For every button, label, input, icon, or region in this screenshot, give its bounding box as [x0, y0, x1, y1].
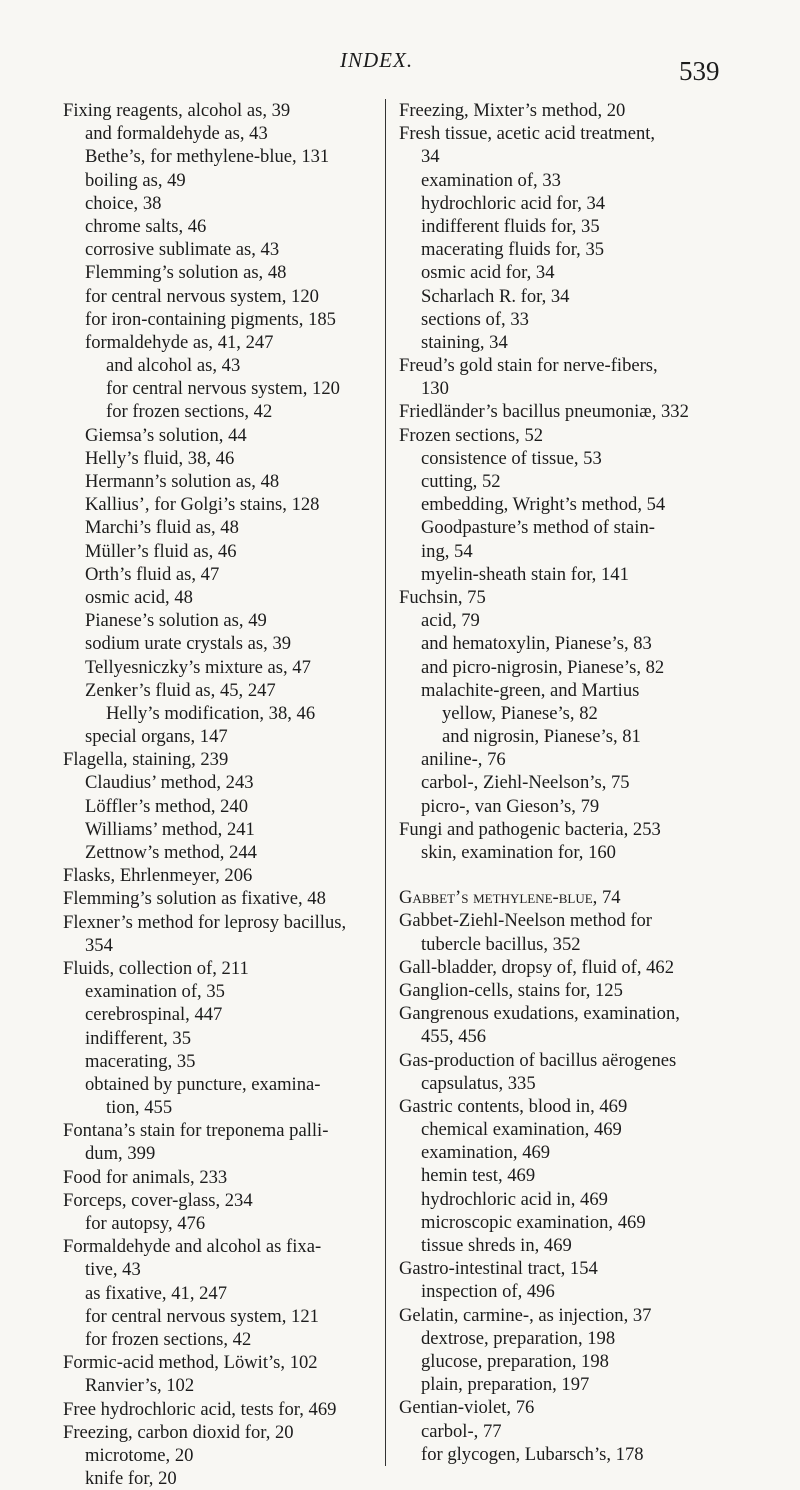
index-subentry: tissue shreds in, 469: [421, 1235, 572, 1256]
index-entry: Flasks, Ehrlenmeyer, 206: [63, 865, 253, 887]
page-header: [0, 44, 800, 84]
index-subentry: hydrochloric acid in, 469: [421, 1188, 608, 1210]
index-subentry: embedding, Wright’s method, 54: [421, 494, 666, 516]
index-subentry: as fixative, 41, 247: [85, 1282, 228, 1304]
index-subentry: Ranvier’s, 102: [85, 1375, 195, 1397]
index-subentry: obtained by puncture, examina-: [85, 1073, 321, 1095]
index-subentry: Bethe’s, for methylene-blue, 131: [85, 146, 330, 168]
index-subentry: osmic acid for, 34: [421, 262, 555, 284]
index-subentry: Löffler’s method, 240: [85, 795, 249, 817]
index-entry: Freud’s gold stain for nerve-fibers,: [399, 355, 658, 377]
index-entry: Gabbet-Ziehl-Neelson method for: [399, 910, 652, 932]
index-subentry: Marchi’s fluid as, 48: [85, 517, 239, 539]
index-subentry: choice, 38: [85, 192, 162, 214]
index-subentry: examination of, 35: [85, 981, 225, 1003]
index-subentry: Zenker’s fluid as, 45, 247: [85, 679, 276, 701]
index-subentry: indifferent, 35: [85, 1027, 192, 1049]
index-subentry: Orth’s fluid as, 47: [85, 563, 220, 585]
index-subentry: formaldehyde as, 41, 247: [85, 331, 274, 353]
index-subentry: knife for, 20: [85, 1468, 177, 1490]
index-entry: Gastric contents, blood in, 469: [399, 1095, 628, 1117]
index-subentry: Helly’s modification, 38, 46: [106, 702, 316, 724]
index-entry: Fungi and pathogenic bacteria, 253: [399, 818, 661, 840]
index-subentry: special organs, 147: [85, 726, 228, 748]
index-subentry: Flemming’s solution as, 48: [85, 262, 287, 284]
index-subentry: yellow, Pianese’s, 82: [442, 702, 598, 724]
index-subentry: and alcohol as, 43: [106, 355, 241, 377]
index-subentry: carbol-, 77: [421, 1420, 502, 1442]
index-subentry: 354: [85, 934, 113, 956]
index-entry: Forceps, cover-glass, 234: [63, 1189, 253, 1211]
index-subentry: 34: [421, 146, 440, 168]
index-subentry: hydrochloric acid for, 34: [421, 192, 606, 214]
index-subentry: examination of, 33: [421, 169, 561, 191]
index-entry: Gall-bladder, dropsy of, fluid of, 462: [399, 956, 675, 978]
index-subentry: Hermann’s solution as, 48: [85, 471, 280, 492]
index-entry: Flemming’s solution as fixative, 48: [63, 888, 326, 910]
index-subentry: corrosive sublimate as, 43: [85, 239, 280, 261]
index-subentry: cutting, 52: [421, 471, 501, 492]
index-entry: Fresh tissue, acetic acid treatment,: [399, 123, 656, 145]
index-subentry: cerebrospinal, 447: [85, 1004, 223, 1026]
section-gap: [399, 864, 769, 886]
index-subentry: boiling as, 49: [85, 169, 186, 191]
page-number: 539: [679, 56, 720, 86]
index-entry: Free hydrochloric acid, tests for, 469: [63, 1398, 337, 1420]
index-entry: Freezing, carbon dioxid for, 20: [63, 1421, 294, 1443]
index-entry: Formic-acid method, Löwit’s, 102: [63, 1352, 318, 1374]
index-subentry: 130: [421, 378, 449, 400]
index-subentry: and hematoxylin, Pianese’s, 83: [421, 633, 652, 655]
index-subentry: Tellyesniczky’s mixture as, 47: [85, 656, 311, 678]
index-column-left: [63, 99, 396, 1490]
index-subentry: indifferent fluids for, 35: [421, 215, 600, 237]
index-subentry: and formaldehyde as, 43: [85, 123, 268, 145]
index-subentry: myelin-sheath stain for, 141: [421, 563, 629, 585]
index-subentry: for central nervous system, 120: [85, 285, 319, 307]
index-subentry: microscopic examination, 469: [421, 1211, 646, 1233]
index-subentry: macerating fluids for, 35: [421, 239, 605, 261]
index-subentry: aniline-, 76: [421, 749, 506, 771]
index-subentry: picro-, van Gieson’s, 79: [421, 795, 600, 817]
index-subentry: for central nervous system, 121: [85, 1305, 319, 1327]
index-subentry: dextrose, preparation, 198: [421, 1327, 616, 1349]
index-entry: Fixing reagents, alcohol as, 39: [63, 100, 291, 121]
index-entry: Friedländer’s bacillus pneumoniæ, 332: [399, 401, 689, 423]
index-subentry: Scharlach R. for, 34: [421, 285, 570, 307]
index-subentry: and nigrosin, Pianese’s, 81: [442, 726, 641, 748]
index-subentry: Williams’ method, 241: [85, 818, 255, 840]
index-entry: Gelatin, carmine-, as injection, 37: [399, 1304, 652, 1326]
index-subentry: tion, 455: [106, 1097, 173, 1119]
index-subentry: sodium urate crystals as, 39: [85, 633, 292, 655]
index-subentry: for central nervous system, 120: [106, 378, 340, 400]
index-subentry: plain, preparation, 197: [421, 1374, 590, 1396]
index-entry: Gastro-intestinal tract, 154: [399, 1258, 598, 1280]
index-subentry: inspection of, 496: [421, 1281, 555, 1303]
running-head-title: INDEX.: [340, 48, 414, 72]
index-subentry: tubercle bacillus, 352: [421, 933, 581, 955]
index-entry: Frozen sections, 52: [399, 424, 544, 446]
index-subentry: macerating, 35: [85, 1050, 196, 1072]
index-subentry: skin, examination for, 160: [421, 842, 616, 863]
index-subentry: Pianese’s solution as, 49: [85, 610, 267, 632]
index-subentry: for frozen sections, 42: [85, 1328, 252, 1350]
index-subentry: ing, 54: [421, 540, 473, 562]
index-subentry: examination, 469: [421, 1142, 551, 1164]
index-subentry: sections of, 33: [421, 308, 529, 330]
index-entry: Gentian-violet, 76: [399, 1397, 535, 1419]
index-subentry: Zettnow’s method, 244: [85, 842, 257, 863]
index-subentry: Müller’s fluid as, 46: [85, 540, 237, 562]
index-entry: Freezing, Mixter’s method, 20: [399, 100, 626, 121]
index-subentry: consistence of tissue, 53: [421, 447, 602, 469]
index-entry: Formaldehyde and alcohol as fixa-: [63, 1236, 322, 1258]
index-entry: Flagella, staining, 239: [63, 749, 229, 771]
index-subentry: Helly’s fluid, 38, 46: [85, 447, 235, 469]
index-entry: Ganglion-cells, stains for, 125: [399, 979, 623, 1001]
index-subentry: Goodpasture’s method of stain-: [421, 517, 655, 539]
index-subentry: chemical examination, 469: [421, 1119, 622, 1141]
index-subentry: osmic acid, 48: [85, 586, 193, 608]
index-subentry: tive, 43: [85, 1259, 141, 1281]
index-subentry: for autopsy, 476: [85, 1213, 206, 1234]
index-subentry: capsulatus, 335: [421, 1072, 536, 1094]
index-subentry: Giemsa’s solution, 44: [85, 424, 247, 446]
index-subentry: dum, 399: [85, 1143, 156, 1165]
index-subentry: microtome, 20: [85, 1444, 194, 1466]
index-entry: Flexner’s method for leprosy bacillus,: [63, 911, 347, 933]
index-subentry: chrome salts, 46: [85, 215, 207, 237]
index-entry: Fuchsin, 75: [399, 586, 486, 608]
index-entry: Gas-production of bacillus aërogenes: [399, 1049, 677, 1071]
index-subentry: 455, 456: [421, 1026, 487, 1048]
index-subentry: Kallius’, for Golgi’s stains, 128: [85, 494, 320, 516]
index-entry: Gangrenous exudations, examination,: [399, 1003, 680, 1025]
index-subentry: for frozen sections, 42: [106, 401, 273, 423]
index-subentry: hemin test, 469: [421, 1165, 536, 1187]
index-entry: Fluids, collection of, 211: [63, 957, 249, 979]
index-subentry: staining, 34: [421, 331, 508, 353]
index-column-right: [385, 99, 769, 1466]
index-subentry: acid, 79: [421, 610, 480, 632]
index-entry: Gabbet’s methylene-blue, 74: [399, 887, 621, 909]
index-subentry: and picro-nigrosin, Pianese’s, 82: [421, 656, 665, 678]
index-entry: Food for animals, 233: [63, 1166, 228, 1188]
index-subentry: for iron-containing pigments, 185: [85, 308, 336, 330]
index-subentry: for glycogen, Lubarsch’s, 178: [421, 1443, 644, 1465]
index-subentry: carbol-, Ziehl-Neelson’s, 75: [421, 772, 630, 794]
index-entry: Fontana’s stain for treponema palli-: [63, 1120, 329, 1142]
index-subentry: malachite-green, and Martius: [421, 679, 640, 701]
index-subentry: Claudius’ method, 243: [85, 772, 254, 794]
index-subentry: glucose, preparation, 198: [421, 1350, 609, 1372]
